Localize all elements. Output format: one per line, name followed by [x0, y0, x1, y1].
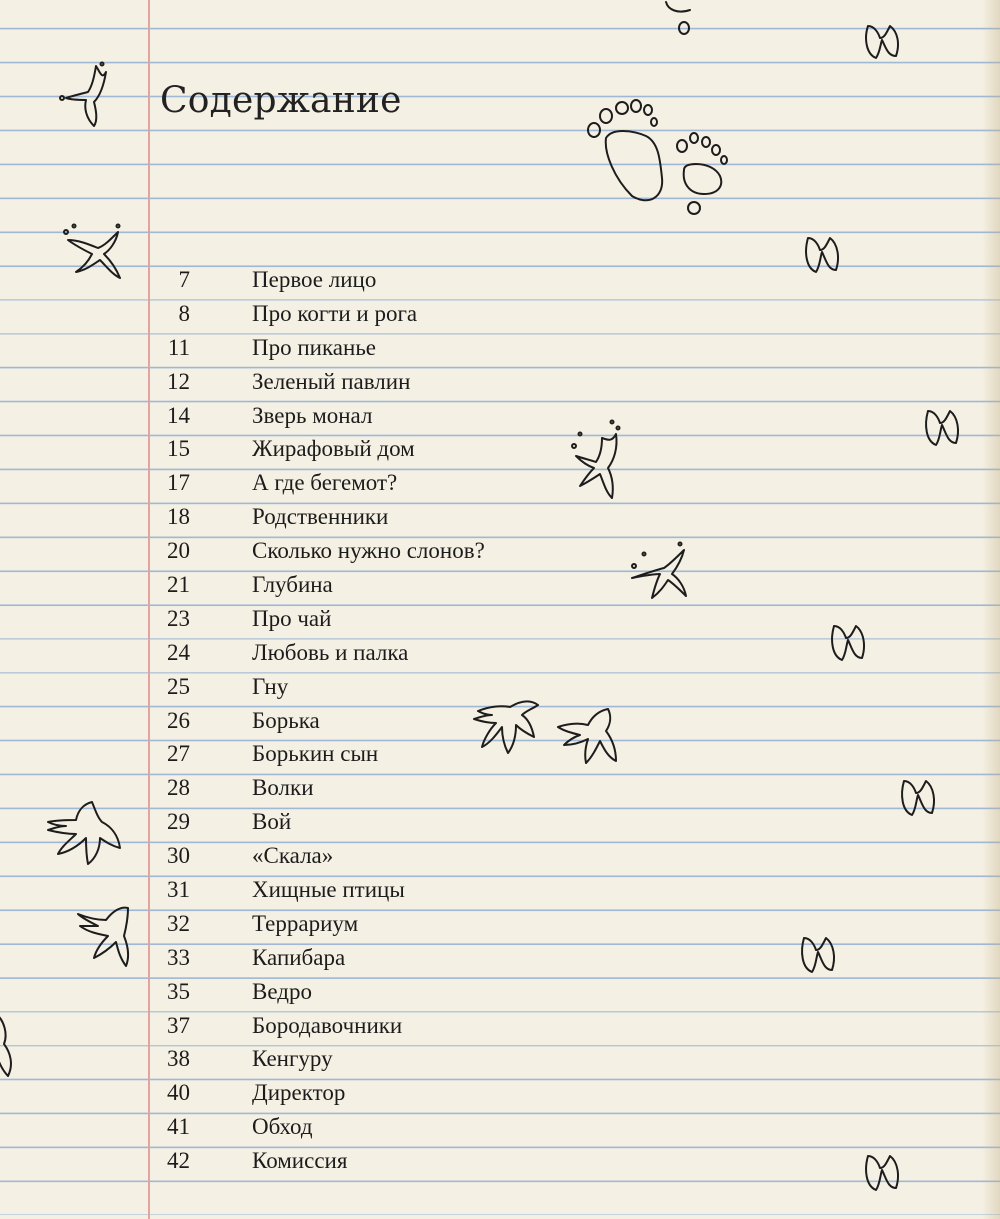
toc-page-number: 35 [167, 978, 190, 1004]
toc-chapter-title: Директор [252, 1080, 346, 1106]
toc-chapter-title: Кенгуру [252, 1046, 333, 1072]
toc-page-number: 31 [167, 877, 190, 903]
toc-chapter-title: Глубина [252, 572, 333, 597]
hoof-print-icon [920, 405, 965, 453]
toc-chapter-title: Родственники [252, 504, 389, 530]
hoof-print-icon [896, 775, 941, 823]
toc-entry [150, 805, 750, 839]
toc-entry [150, 365, 750, 399]
toc-page-number: 40 [167, 1080, 190, 1106]
page-edge-shadow [982, 0, 1000, 1219]
toc-entry [150, 704, 750, 738]
toc-chapter-title: «Скала» [252, 843, 334, 869]
bird-footprint-icon [58, 220, 128, 285]
toc-page-number: 11 [167, 334, 190, 360]
toc-page-number: 30 [167, 843, 190, 869]
hand-print-icon [552, 705, 624, 770]
toc-page-number: 17 [167, 470, 190, 496]
toc-entry [150, 297, 750, 331]
toc-chapter-title: Жирафовый дом [252, 436, 415, 462]
toc-entry [150, 500, 750, 534]
toc-chapter-title: Сколько нужно слонов? [252, 538, 485, 564]
hoof-print-icon [860, 20, 905, 65]
toc-entry [150, 670, 750, 704]
toc-page-number: 24 [167, 639, 190, 665]
toc-chapter-title: Про чай [252, 605, 332, 631]
toc-page-number: 38 [167, 1046, 190, 1072]
toc-page-number: 14 [167, 402, 190, 428]
bird-footprint-icon [624, 540, 694, 605]
toc-entry [150, 399, 750, 433]
toc-entry [150, 331, 750, 365]
toc-entry [150, 466, 750, 500]
toc-chapter-title: Гну [252, 673, 289, 699]
toc-page-number: 32 [167, 910, 190, 936]
toc-page-number: 25 [167, 673, 190, 699]
toc-entry [150, 1144, 750, 1178]
toc-entry [150, 941, 750, 975]
toc-chapter-title: Борькин сын [252, 741, 379, 767]
toc-chapter-title: Про пиканье [252, 334, 377, 360]
toc-page-number: 23 [167, 605, 190, 631]
toc-chapter-title: А где бегемот? [252, 470, 398, 496]
toc-chapter-title: Террариум [252, 910, 359, 936]
toc-entry [150, 839, 750, 873]
toc-entry [150, 1076, 750, 1110]
hand-print-icon [40, 798, 126, 868]
hoof-print-icon [0, 1010, 24, 1080]
toc-page-number: 12 [167, 368, 190, 394]
toc-entry [150, 737, 750, 771]
toc-page-number: 26 [167, 707, 190, 733]
toc-entry [150, 432, 750, 466]
toc-chapter-title: Капибара [252, 944, 346, 970]
bird-footprint-icon [58, 58, 118, 133]
toc-page-number: 8 [178, 300, 190, 326]
bird-footprint-icon [566, 418, 626, 503]
toc-entry [150, 1009, 750, 1043]
toc-entry [150, 907, 750, 941]
toc-page-number: 7 [178, 266, 190, 292]
hand-print-icon [68, 902, 138, 972]
toc-page-number: 21 [167, 572, 190, 597]
toc-chapter-title: Ведро [252, 978, 312, 1004]
toc-entry [150, 636, 750, 670]
toc-chapter-title: Обход [252, 1114, 313, 1140]
toc-entry [150, 975, 750, 1009]
toc-page-number: 41 [167, 1114, 190, 1140]
toc-chapter-title: Первое лицо [252, 266, 377, 292]
toc-entry [150, 1042, 750, 1076]
toc-chapter-title: Вой [252, 809, 292, 835]
toc-entry [150, 771, 750, 805]
toc-chapter-title: Комиссия [252, 1148, 348, 1174]
toc-page-number: 28 [167, 775, 190, 801]
toc-entry [150, 1110, 750, 1144]
toc-chapter-title: Зверь монал [252, 402, 373, 428]
toc-page-number: 42 [167, 1148, 190, 1174]
toc-chapter-title: Любовь и палка [252, 639, 409, 665]
table-of-contents [150, 263, 750, 1178]
page-title: Содержание [160, 80, 402, 121]
toc-entry [150, 873, 750, 907]
hoof-print-icon [860, 1150, 905, 1198]
hand-print-icon [468, 695, 548, 760]
toc-chapter-title: Волки [252, 775, 314, 801]
hoof-print-icon [796, 932, 841, 980]
toc-page-number: 20 [167, 538, 190, 564]
toc-page-number: 33 [167, 944, 190, 970]
hoof-print-icon [660, 0, 710, 40]
hoof-print-icon [800, 232, 845, 280]
bear-paw-icon [582, 98, 742, 223]
toc-page-number: 18 [167, 504, 190, 530]
toc-page-number: 29 [167, 809, 190, 835]
toc-page-number: 37 [167, 1012, 190, 1038]
toc-chapter-title: Борька [252, 707, 320, 733]
hoof-print-icon [826, 620, 871, 668]
toc-page-number: 27 [167, 741, 190, 767]
toc-chapter-title: Хищные птицы [252, 877, 405, 903]
toc-chapter-title: Про когти и рога [252, 300, 418, 326]
toc-chapter-title: Зеленый павлин [252, 368, 411, 394]
toc-entry [150, 263, 750, 297]
toc-chapter-title: Бородавочники [252, 1012, 403, 1038]
toc-page-number: 15 [167, 436, 190, 462]
toc-entry [150, 602, 750, 636]
